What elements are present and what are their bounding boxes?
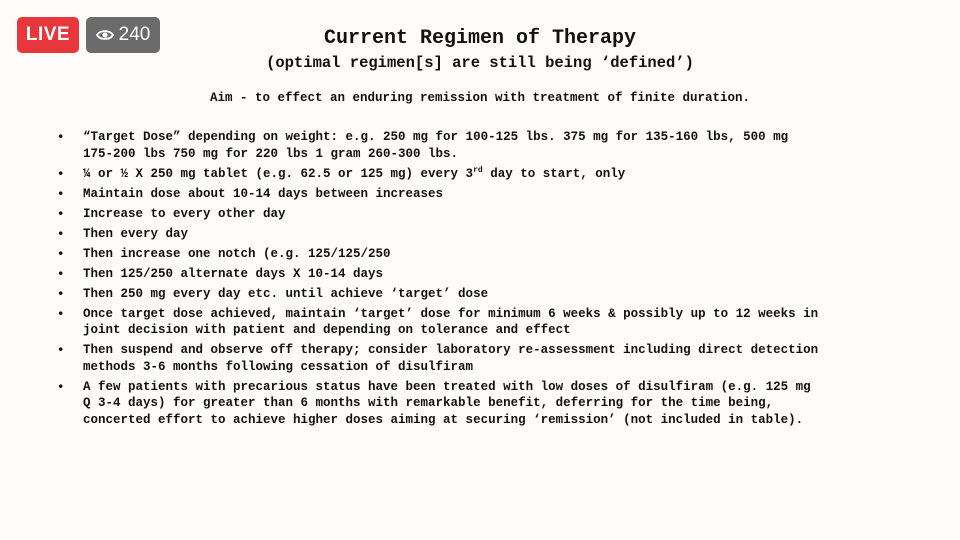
slide-aim: Aim - to effect an enduring remission with treatment of finite duration. [209, 91, 751, 105]
viewer-count: 240 [118, 24, 151, 45]
bullet-item: • Then suspend and observe off therapy; consider laboratory re-assessment including direct detection methods 3-6 months following cessation of disulfiram [57, 342, 917, 375]
bullet-item: • Once target dose achieved, maintain ‘target’ dose for minimum 6 weeks & possibly up to 12 weeks in joint decision with patient and depending on tolerance and effect [57, 306, 917, 339]
bullet-text: ¼ or ½ X 250 mg tablet (e.g. 62.5 or 125 mg) every 3 [83, 166, 474, 181]
bullet-item: • Then increase one notch (e.g. 125/125/250 [57, 246, 917, 263]
bullet-item [57, 166, 917, 183]
bullet-list [57, 129, 917, 432]
live-label: LIVE [25, 24, 71, 45]
bullet-item: • “Target Dose” depending on weight: e.g. 250 mg for 100-125 lbs. 375 mg for 135-160 lbs, 500 mg 175-200 lbs 750 mg for 220 lbs 1 gram 260-300 lbs. [57, 129, 917, 162]
bullet-item: • Then 125/250 alternate days X 10-14 days [57, 266, 917, 283]
bullet-item: • Increase to every other day [57, 206, 917, 223]
bullet-item: • Maintain dose about 10-14 days between increases [57, 186, 917, 203]
slide-title: Current Regimen of Therapy [323, 27, 637, 50]
bullet-item: • A few patients with precarious status have been treated with low doses of disulfiram (e.g. 125 mg Q 3-4 days) for greater than 6 months with remarkable benefit, deferring for the time being, concerted effort to achieve higher doses aiming at securing ‘remission’ (not included in table). [57, 379, 917, 429]
slide-subtitle: (optimal regimen[s] are still being ‘defined’) [266, 54, 694, 72]
bullet-item: • Then 250 mg every day etc. until achieve ‘target’ dose [57, 286, 917, 303]
bullet-item: • Then every day [57, 226, 917, 243]
ordinal-suffix: rd [473, 165, 483, 175]
bullet-text: day to start, only [482, 166, 626, 181]
